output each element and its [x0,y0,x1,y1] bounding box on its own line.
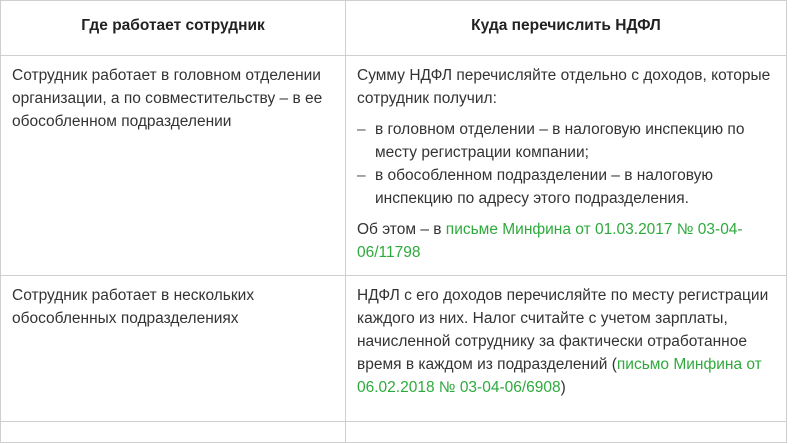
table-row [1,422,787,443]
empty-cell [1,422,346,443]
header-cell [346,1,787,56]
header-cell [1,1,346,56]
header-workplace: Где работает сотрудник [81,17,265,34]
instruction-intro: Сумму НДФЛ перечисляйте отдельно с доходов, которые сотрудник получил: [357,67,771,107]
list-item: – в обособленном подразделении – в налоговую инспекцию по адресу этого подразделения. [357,164,775,210]
situation-text: Сотрудник работает в нескольких обособленных подразделениях [12,287,255,327]
empty-cell [346,422,787,443]
situation-cell [1,276,346,422]
minfin-letter-link[interactable]: письме Минфина от 01.03.2017 № 03-04-06/11798 [357,221,743,261]
header-where-to-pay: Куда перечислить НДФЛ [471,17,661,34]
instruction-cell: НДФЛ с его доходов перечисляйте по месту регистрации каждого из них. Налог считайте с учетом зарплаты, начисленной сотруднику за фактически отработанное время в каждом из подразделений (письмо Минфина от 06.02.2018 № 03-04-06/6908) [346,276,787,422]
situation-text: Сотрудник работает в головном отделении организации, а по совместительству – в ее обособленном подразделении [12,67,323,130]
instruction-text: НДФЛ с его доходов перечисляйте по месту регистрации каждого из них. Налог считайте с учетом зарплаты, начисленной сотруднику за фактически отработанное время в каждом из подразделений ( [357,287,769,373]
dash-list [357,118,775,210]
instruction-cell [346,56,787,276]
list-item: – в головном отделении – в налоговую инспекцию по месту регистрации компании; [357,118,775,164]
dash-bullet-icon: – [357,121,366,138]
table-row [1,276,787,422]
minfin-letter-link[interactable]: письмо Минфина от 06.02.2018 № 03-04-06/6908 [357,356,762,396]
table-row [1,56,787,276]
dash-bullet-icon: – [357,167,366,184]
situation-cell [1,56,346,276]
table-header-row [1,1,787,56]
source-note: Об этом – в письме Минфина от 01.03.2017 № 03-04-06/11798 [357,221,743,261]
